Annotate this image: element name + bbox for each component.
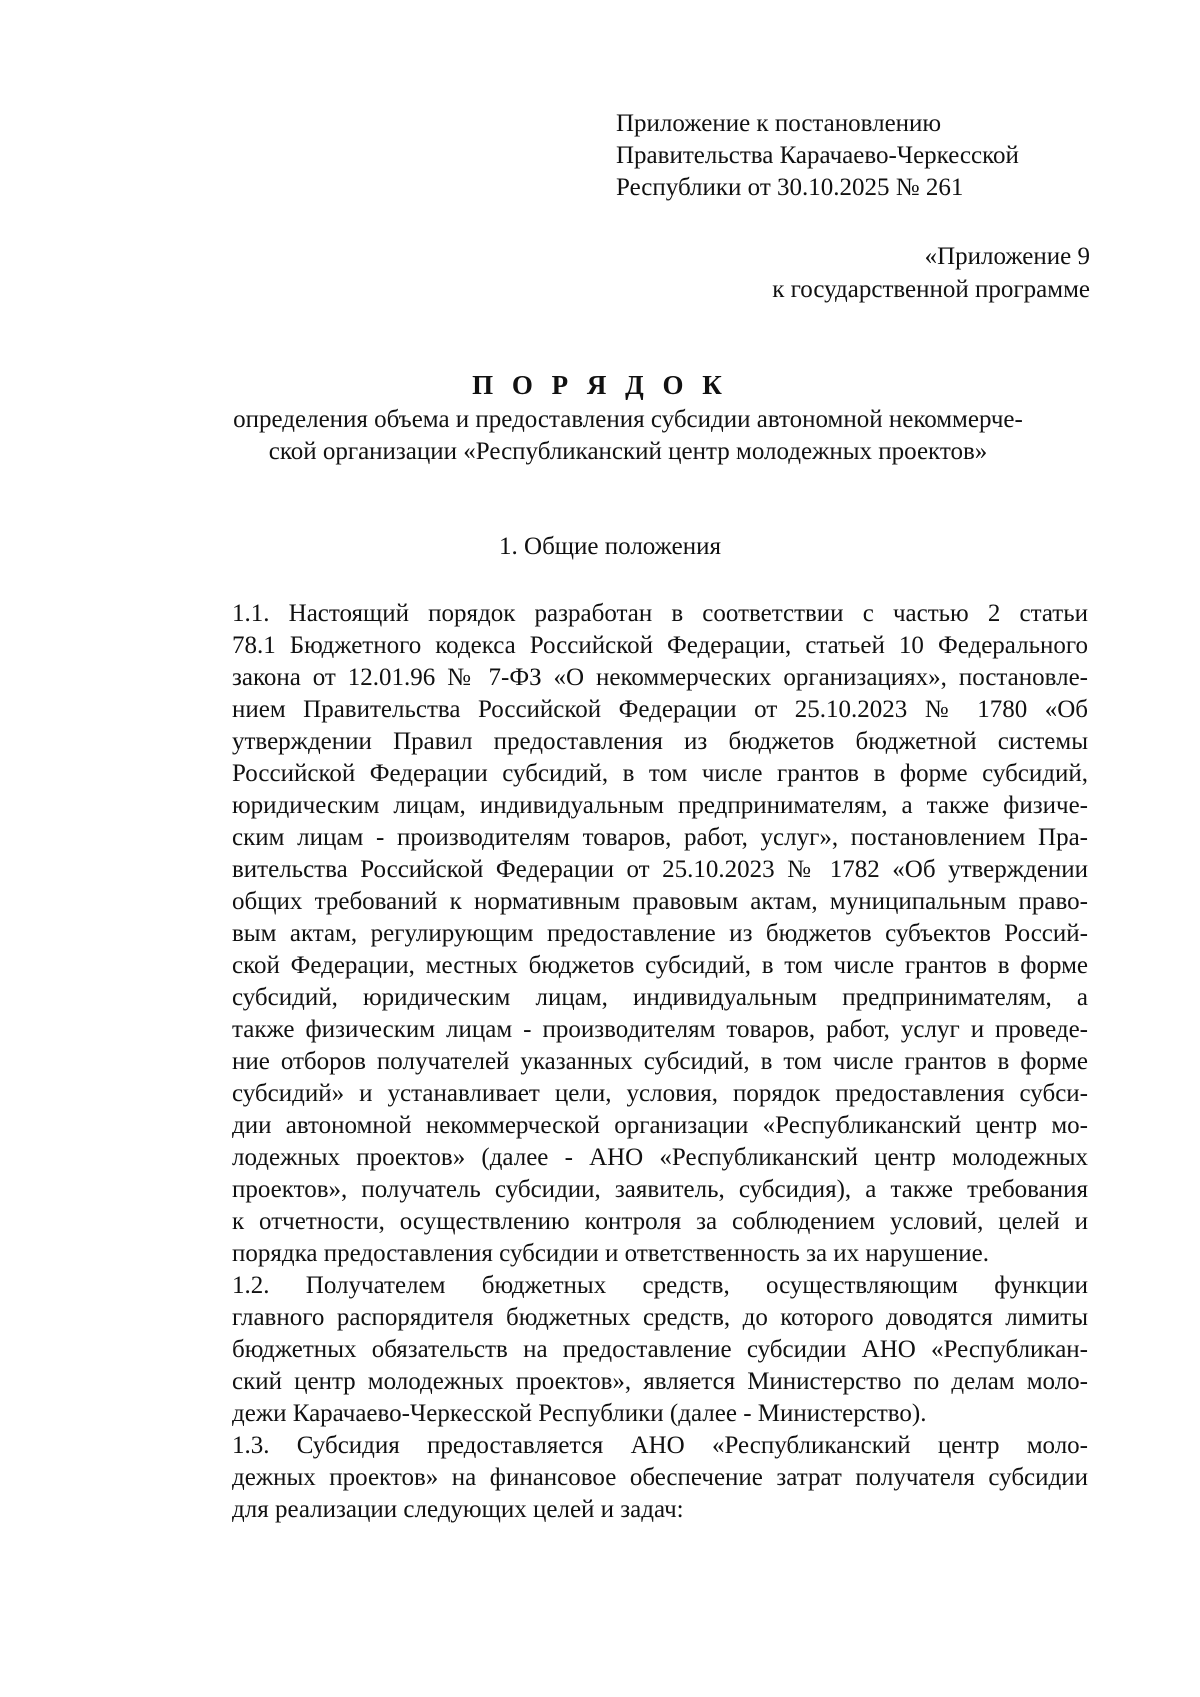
body-text	[168, 598, 1088, 1526]
text-line: нием Правительства Российской Федерации от 25.10.2023 № 1780 «Об	[232, 696, 1088, 723]
text-line: 1.3. Субсидия предоставляется АНО «Республиканский центр моло-	[232, 1432, 1088, 1459]
text-line: вым актам, регулирующим предоставление из бюджетов субъектов Россий-	[232, 920, 1088, 947]
approval-line: Республики от 30.10.2025 № 261	[616, 174, 964, 201]
document-title: П О Р Я Д О К	[472, 370, 728, 400]
paragraph-1-3	[168, 1430, 1088, 1526]
text-line: 78.1 Бюджетного кодекса Российской Федерации, статьей 10 Федерального	[232, 632, 1088, 659]
document-subtitle	[168, 404, 1088, 468]
text-line: дии автономной некоммерческой организации «Республиканский центр мо-	[232, 1112, 1088, 1139]
text-line: проектов», получатель субсидии, заявитель, субсидия), а также требования	[232, 1176, 1088, 1203]
text-line: юридическим лицам, индивидуальным предпринимателям, а также физиче-	[232, 792, 1088, 819]
text-line: к отчетности, осуществлению контроля за соблюдением условий, целей и	[232, 1208, 1088, 1235]
subtitle-line: ской организации «Республиканский центр молодежных проектов»	[268, 438, 988, 465]
text-line: общих требований к нормативным правовым актам, муниципальным право-	[232, 888, 1088, 915]
section-heading: 1. Общие положения	[499, 533, 721, 560]
text-line: порядка предоставления субсидии и ответственность за их нарушение.	[232, 1240, 990, 1267]
approval-block	[616, 108, 1019, 204]
text-line: 1.2. Получателем бюджетных средств, осуществляющим функции	[232, 1272, 1088, 1299]
text-line: утверждении Правил предоставления из бюджетов бюджетной системы	[232, 728, 1088, 755]
text-line: главного распорядителя бюджетных средств, до которого доводятся лимиты	[232, 1304, 1088, 1331]
text-line: также физическим лицам - производителям товаров, работ, услуг и проведе-	[232, 1016, 1088, 1043]
text-line: ской Федерации, местных бюджетов субсидий, в том числе грантов в форме	[232, 952, 1088, 979]
approval-line: Правительства Карачаево-Черкесской	[616, 142, 1019, 169]
text-line: дежи Карачаево-Черкесской Республики (далее - Министерство).	[232, 1400, 927, 1427]
annex-line: к государственной программе	[772, 276, 1090, 303]
text-line: ский центр молодежных проектов», является Министерство по делам моло-	[232, 1368, 1088, 1395]
paragraph-1-2	[168, 1270, 1088, 1430]
paragraph-1-1	[168, 598, 1088, 1270]
text-line: для реализации следующих целей и задач:	[232, 1496, 684, 1523]
text-line: вительства Российской Федерации от 25.10.2023 № 1782 «Об утверждении	[232, 856, 1088, 883]
text-line: субсидий» и устанавливает цели, условия, порядок предоставления субси-	[232, 1080, 1088, 1107]
text-line: закона от 12.01.96 № 7-ФЗ «О некоммерческих организациях», постановле-	[232, 664, 1088, 691]
text-line: ским лицам - производителям товаров, работ, услуг», постановлением Пра-	[232, 824, 1088, 851]
text-line: субсидий, юридическим лицам, индивидуальным предпринимателям, а	[232, 984, 1088, 1011]
text-line: дежных проектов» на финансовое обеспечение затрат получателя субсидии	[232, 1464, 1088, 1491]
text-line: 1.1. Настоящий порядок разработан в соответствии с частью 2 статьи	[232, 600, 1088, 627]
subtitle-line: определения объема и предоставления субсидии автономной некоммерче-	[233, 406, 1023, 433]
approval-line: Приложение к постановлению	[616, 110, 942, 137]
text-line: лодежных проектов» (далее - АНО «Республиканский центр молодежных	[232, 1144, 1088, 1171]
text-line: Российской Федерации субсидий, в том числе грантов в форме субсидий,	[232, 760, 1088, 787]
annex-line: «Приложение 9	[924, 243, 1090, 270]
text-line: бюджетных обязательств на предоставление субсидии АНО «Республикан-	[232, 1336, 1088, 1363]
annex-block	[772, 240, 1090, 306]
text-line: ние отборов получателей указанных субсидий, в том числе грантов в форме	[232, 1048, 1088, 1075]
